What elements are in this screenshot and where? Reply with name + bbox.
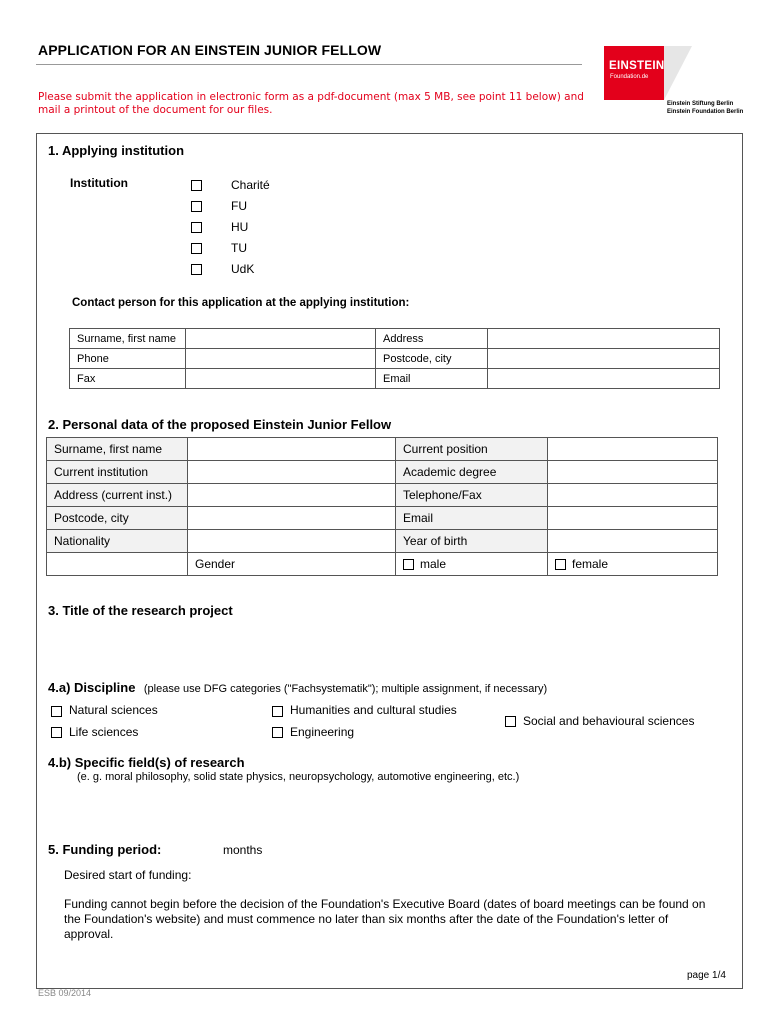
gender-blank-cell (47, 553, 188, 576)
contact-fax-field[interactable] (186, 369, 376, 389)
logo-tagline: Foundation.de (610, 74, 649, 80)
table-row (70, 349, 720, 369)
email-field[interactable] (548, 507, 718, 530)
table-row (47, 530, 718, 553)
contact-name-label: Surname, first name (70, 329, 186, 349)
logo-shadow (664, 46, 692, 100)
gender-female-cell[interactable] (548, 553, 718, 576)
s4b-note: (e. g. moral philosophy, solid state physics, neuropsychology, automotive engineering, etc.) (77, 771, 520, 783)
checkbox-engineering[interactable] (272, 727, 283, 738)
personal-data-table (46, 437, 718, 576)
contact-phone-label: Phone (70, 349, 186, 369)
degree-field[interactable] (548, 461, 718, 484)
natural-sciences-label: Natural sciences (69, 703, 158, 717)
checkbox-life-sciences[interactable] (51, 727, 62, 738)
male-label: male (420, 557, 447, 571)
table-row (47, 553, 718, 576)
checkbox-hu[interactable] (191, 222, 202, 233)
birth-year-label: Year of birth (396, 530, 548, 553)
page-number: page 1/4 (687, 970, 726, 981)
checkbox-charite[interactable] (191, 180, 202, 191)
option-charite: Charité (231, 178, 270, 192)
contact-name-field[interactable] (186, 329, 376, 349)
gender-male-cell[interactable] (396, 553, 548, 576)
s4a-line (48, 679, 547, 697)
checkbox-udk[interactable] (191, 264, 202, 275)
institution-cur-label: Current institution (47, 461, 188, 484)
checkbox-male[interactable] (403, 559, 414, 570)
months-label: months (223, 843, 263, 857)
surname-label: Surname, first name (47, 438, 188, 461)
contact-fax-label: Fax (70, 369, 186, 389)
engineering-label: Engineering (290, 725, 355, 739)
s4b-heading: 4.b) Specific field(s) of research (48, 755, 245, 770)
position-field[interactable] (548, 438, 718, 461)
logo-subtitle (667, 101, 743, 116)
address-field[interactable] (188, 484, 396, 507)
nationality-field[interactable] (188, 530, 396, 553)
checkbox-fu[interactable] (191, 201, 202, 212)
s4a-note: (please use DFG categories ("Fachsystematik"); multiple assignment, if necessary) (143, 683, 548, 695)
telephone-label: Telephone/Fax (396, 484, 548, 507)
institution-label: Institution (70, 176, 128, 190)
table-row (70, 369, 720, 389)
s5-heading: 5. Funding period: (48, 842, 162, 857)
contact-address-label: Address (376, 329, 488, 349)
checkbox-natural-sciences[interactable] (51, 706, 62, 717)
humanities-label: Humanities and cultural studies (290, 703, 457, 717)
page-title: APPLICATION FOR AN EINSTEIN JUNIOR FELLOW (38, 42, 382, 58)
institution-cur-field[interactable] (188, 461, 396, 484)
degree-label: Academic degree (396, 461, 548, 484)
birth-year-field[interactable] (548, 530, 718, 553)
postcode-label: Postcode, city (47, 507, 188, 530)
contact-heading: Contact person for this application at the applying institution: (72, 297, 410, 309)
funding-note: Funding cannot begin before the decision of the Foundation's Executive Board (dates of board meetings can be found on the Foundation's website) and must commence no later than six months after the date of the Foundation's letter of approval. (64, 897, 706, 941)
checkbox-female[interactable] (555, 559, 566, 570)
gender-label: Gender (188, 553, 396, 576)
social-sciences-label: Social and behavioural sciences (523, 714, 695, 728)
s1-heading: 1. Applying institution (48, 143, 185, 158)
table-row (47, 484, 718, 507)
contact-email-label: Email (376, 369, 488, 389)
position-label: Current position (396, 438, 548, 461)
checkbox-social-sciences[interactable] (505, 716, 516, 727)
telephone-field[interactable] (548, 484, 718, 507)
footer-code: ESB 09/2014 (38, 988, 92, 998)
intro-text: Please submit the application in electronic form as a pdf-document (max 5 MB, see point 11 below) and mail a printout of the document for our files. (38, 91, 584, 116)
female-label: female (572, 557, 609, 571)
contact-table (69, 328, 720, 389)
table-row (70, 329, 720, 349)
option-fu: FU (231, 199, 247, 213)
postcode-field[interactable] (188, 507, 396, 530)
surname-field[interactable] (188, 438, 396, 461)
table-row (47, 507, 718, 530)
life-sciences-label: Life sciences (69, 725, 139, 739)
checkbox-humanities[interactable] (272, 706, 283, 717)
einstein-logo (604, 46, 664, 100)
email-label: Email (396, 507, 548, 530)
s2-heading: 2. Personal data of the proposed Einstein Junior Fellow (48, 417, 392, 432)
option-udk: UdK (231, 262, 255, 276)
logo-sub-en: Einstein Foundation Berlin (667, 108, 744, 115)
contact-postcode-label: Postcode, city (376, 349, 488, 369)
address-label: Address (current inst.) (47, 484, 188, 507)
s3-heading: 3. Title of the research project (48, 603, 233, 618)
contact-email-field[interactable] (488, 369, 720, 389)
contact-address-field[interactable] (488, 329, 720, 349)
logo-name: EINSTEIN (609, 60, 664, 72)
contact-postcode-field[interactable] (488, 349, 720, 369)
contact-phone-field[interactable] (186, 349, 376, 369)
title-divider (36, 64, 582, 65)
start-label: Desired start of funding: (64, 868, 192, 882)
logo-sub-de: Einstein Stiftung Berlin (667, 101, 734, 107)
table-row (47, 438, 718, 461)
checkbox-tu[interactable] (191, 243, 202, 254)
s4a-heading: 4.a) Discipline (48, 680, 136, 695)
nationality-label: Nationality (47, 530, 188, 553)
option-hu: HU (231, 220, 249, 234)
option-tu: TU (231, 241, 247, 255)
table-row (47, 461, 718, 484)
